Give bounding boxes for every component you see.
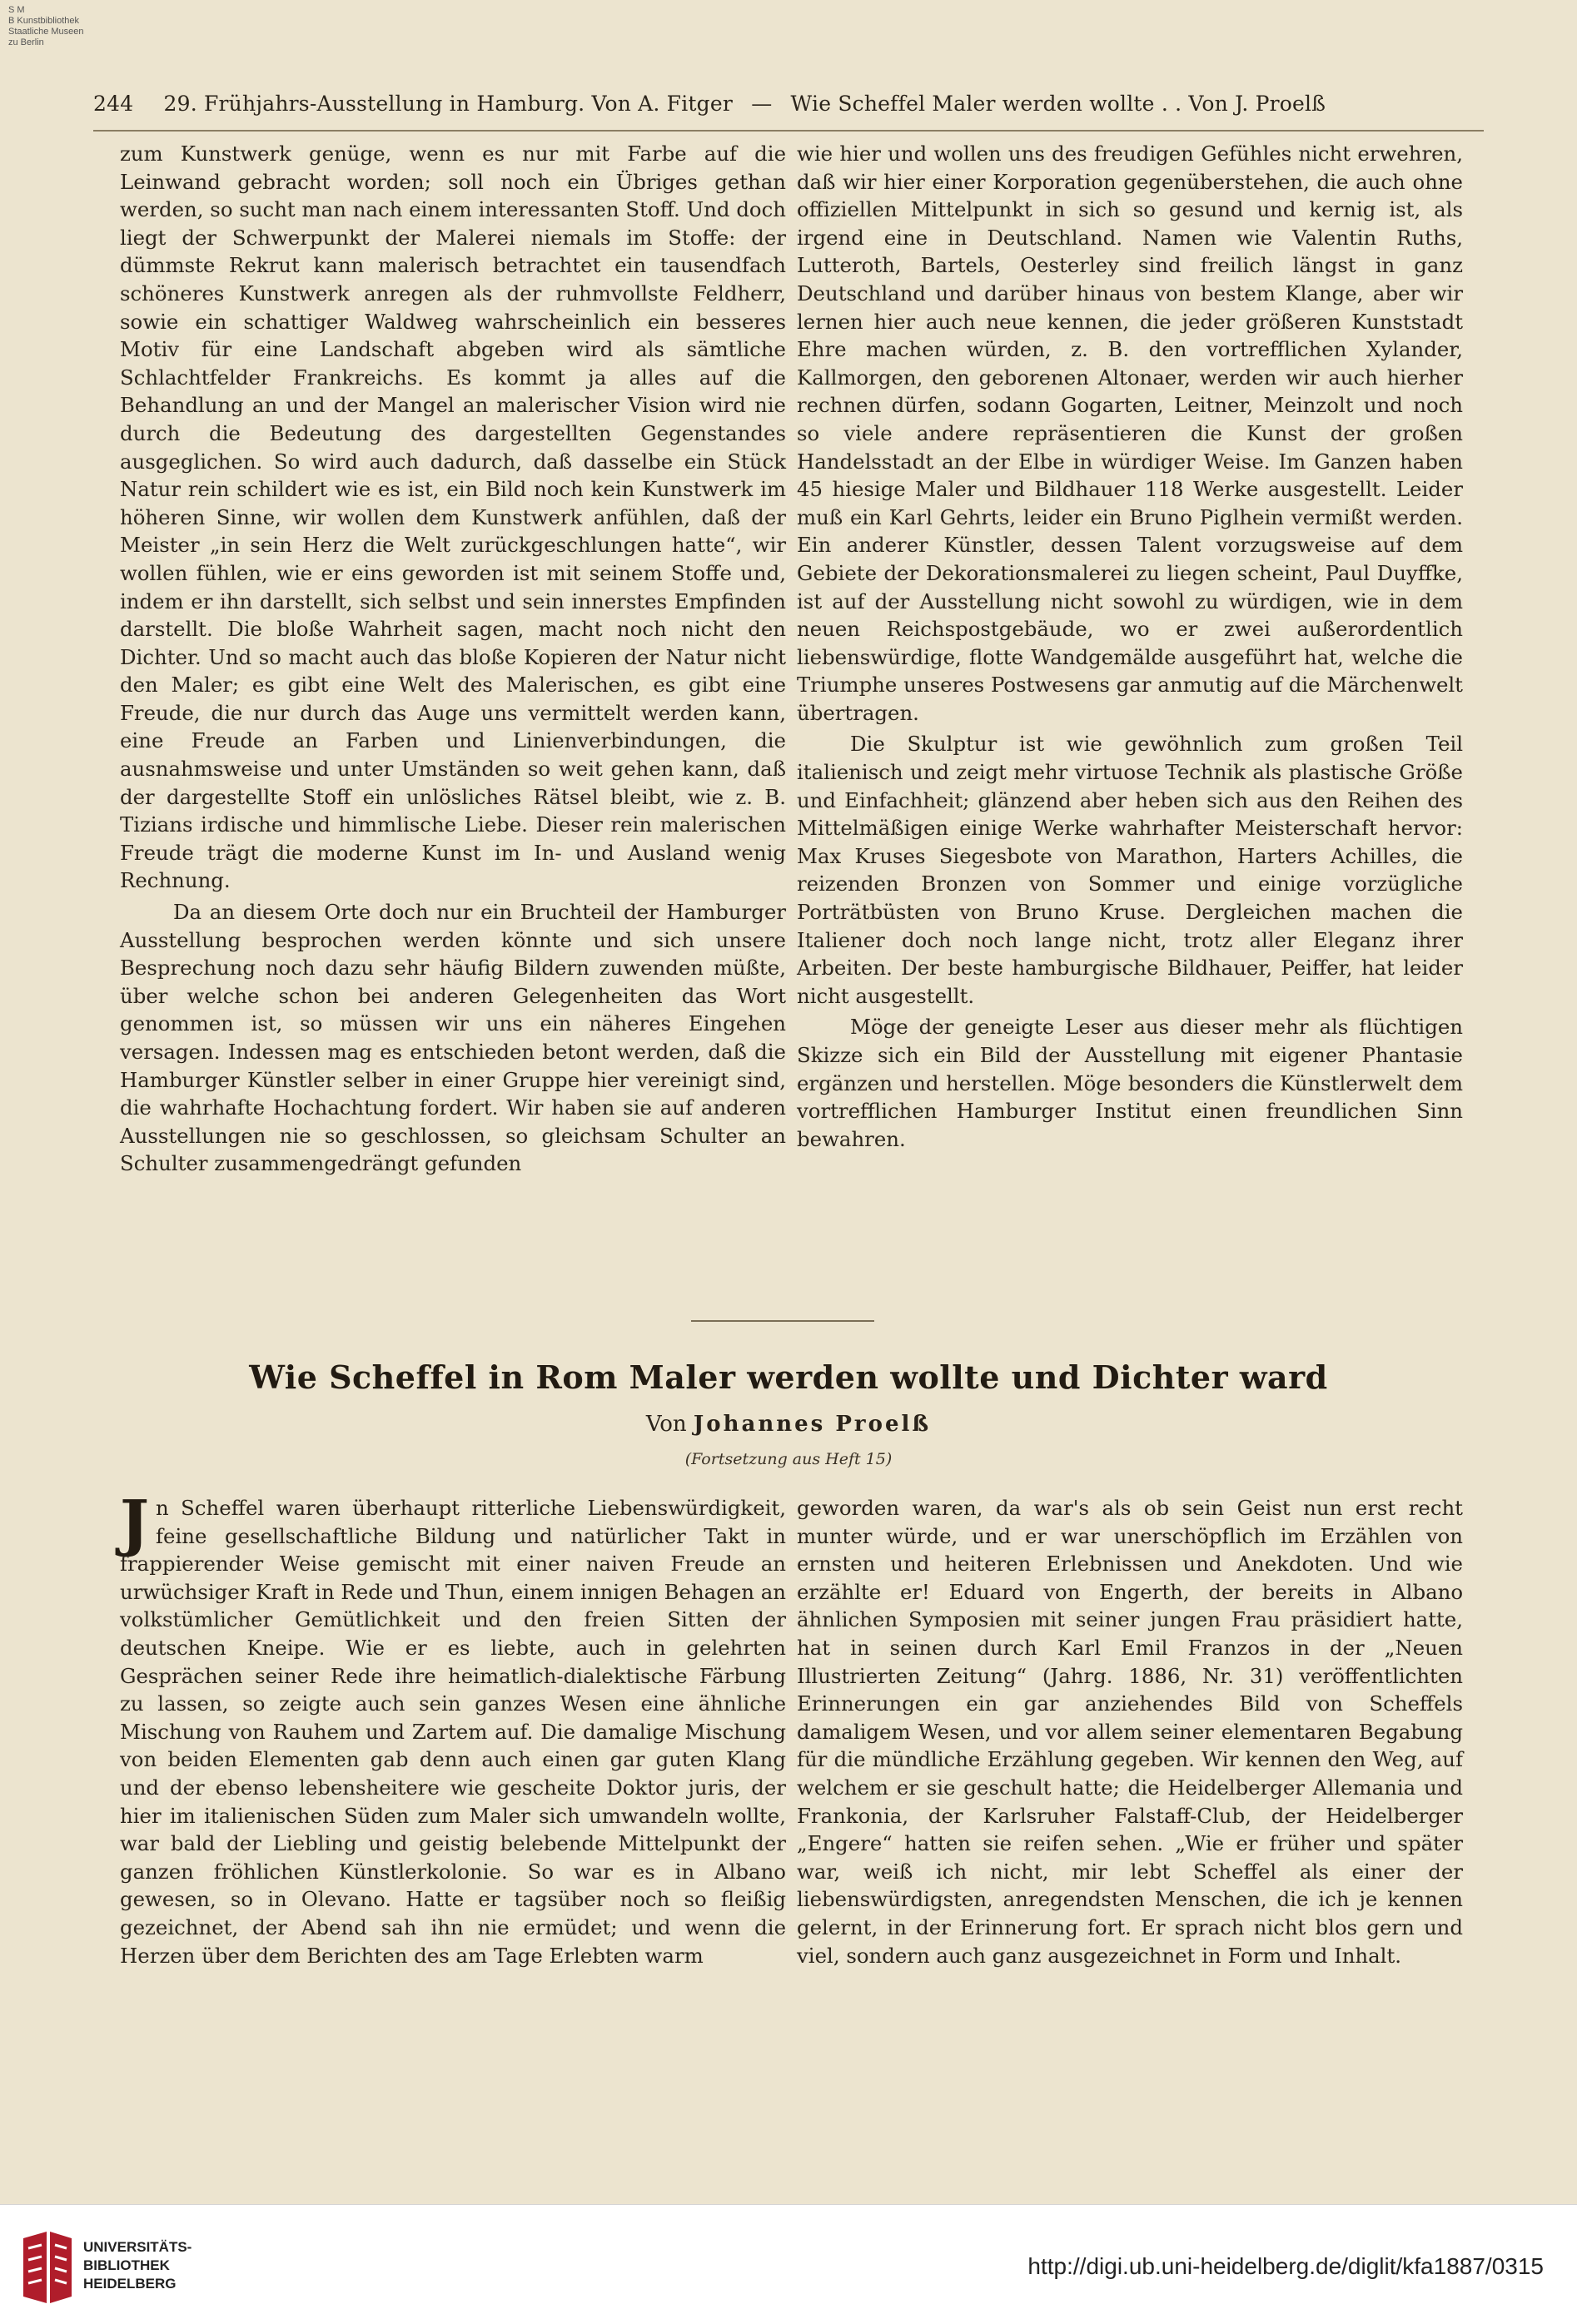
article-title: Wie Scheffel in Rom Maler werden wollte und Dichter ward xyxy=(249,1358,1328,1396)
footer-bar xyxy=(0,2204,1577,2324)
logo-line: UNIVERSITÄTS- xyxy=(83,2239,192,2255)
running-head-left-title: 29. Frühjahrs-Ausstellung in Hamburg. Von A. Fitger xyxy=(163,92,734,116)
logo-line: BIBLIOTHEK xyxy=(83,2257,170,2273)
paragraph: geworden waren, da war's als ob sein Geist nun erst recht munter würde, und er war unerschöpflich im Erzählen von ernsten und heiteren Erlebnissen und Anekdoten. Und wie erzählte er! Eduard von Engerth, der bereits in Albano ähnlichen Symposien mit seiner jungen Frau präsidiert hatte, hat in seinen durch Karl Emil Franzos in der „Neuen Illustrierten Zeitung“ (Jahrg. 1886, Nr. 31) veröffentlichten Erinnerungen ein gar anziehendes Bild von Scheffels damaligem Wesen, und vor allem seiner elementaren Begabung für die mündliche Erzählung gegeben. Wir kennen den Weg, auf welchem er sie geschult hatte; die Heidelberger Allemania und Frankonia, der Karlsruher Falstaff-Club, der Heidelberger „Engere“ hatten sie reifen sehen. „Wie er früher und später war, weiß ich nicht, mir lebt Scheffel als einer der liebenswürdigsten, anregendsten Menschen, die ich je kennen gelernt, in der Erinnerung fort. Er sprach nicht blos gern und viel, sondern auch ganz ausgezeichnet in Form und Inhalt. xyxy=(797,1496,1463,1968)
section-divider xyxy=(691,1320,874,1322)
stamp-line: B Kunstbibliothek xyxy=(8,16,79,26)
paragraph: Möge der geneigte Leser aus dieser mehr als flüchtigen Skizze sich ein Bild der Ausstellung mit eigener Phantasie ergänzen und herstellen. Möge besonders die Künstlerwelt dem vortrefflichen Hamburger Institut einen freundlichen Sinn bewahren. xyxy=(797,1015,1463,1151)
top-right-column xyxy=(797,140,1463,1153)
university-logo-icon xyxy=(18,2230,77,2305)
page-number: 244 xyxy=(93,92,134,116)
stamp-line: zu Berlin xyxy=(8,37,44,47)
byline-prefix: Von xyxy=(645,1412,687,1437)
drop-cap: J xyxy=(120,1487,150,1559)
continuation-note: (Fortsetzung aus Heft 15) xyxy=(684,1450,893,1468)
permalink-url[interactable]: http://digi.ub.uni-heidelberg.de/diglit/kfa1887/0315 xyxy=(1027,2253,1544,2279)
byline xyxy=(0,1412,1577,1437)
paragraph xyxy=(120,1487,786,1969)
paragraph: Die Skulptur ist wie gewöhnlich zum großen Teil italienisch und zeigt mehr virtuose Technik als plastische Größe und Einfachheit; glänzend aber heben sich aus den Reihen des Mittelmäßigen einige Werke wahrhafter Meisterschaft hervor: Max Kruses Siegesbote von Marathon, Harters Achilles, die reizenden Bronzen von Sommer und einige vorzügliche Porträtbüsten von Bruno Kruse. Dergleichen machen die Italiener doch noch lange nicht, trotz aller Eleganz ihrer Arbeiten. Der beste hamburgische Bildhauer, Peiffer, hat leider nicht ausgestellt. xyxy=(797,732,1463,1008)
stamp-line: Staatliche Museen xyxy=(8,27,84,37)
article-right-column xyxy=(797,1494,1463,1969)
paragraph: Da an diesem Orte doch nur ein Bruchteil der Hamburger Ausstellung besprochen werden könnte und sich unsere Besprechung noch dazu sehr häufig Bildern zuwenden müßte, über welche schon bei anderen Gelegenheiten das Wort genommen ist, so müssen wir uns ein näheres Eingehen versagen. Indessen mag es entschieden betont werden, daß die Hamburger Künstler selber in einer Gruppe hier vereinigt sind, die wahrhafte Hochachtung fordert. Wir haben sie auf anderen Ausstellungen nie so geschlossen, so gleichsam Schulter an Schulter zusammengedrängt gefunden xyxy=(120,900,786,1176)
logo-line: HEIDELBERG xyxy=(83,2276,177,2292)
article-left-column xyxy=(120,1487,786,1969)
stamp-line: S M xyxy=(8,5,25,15)
top-left-column xyxy=(120,140,786,1178)
running-head-right-title: Wie Scheffel Maler werden wollte . . Von J. Proelß xyxy=(790,92,1326,116)
running-head: 244 29. Frühjahrs-Ausstellung in Hamburg. Von A. Fitger — Wie Scheffel Maler werden wollte . . Von J. Proelß xyxy=(93,92,1326,116)
author-name: Johannes Proelß xyxy=(693,1412,932,1437)
header-rule xyxy=(93,130,1484,132)
university-logo-text xyxy=(83,2238,192,2293)
paragraph: wie hier und wollen uns des freudigen Gefühles nicht erwehren, daß wir hier einer Korporation gegenüberstehen, die auch ohne offiziellen Mittelpunkt in sich so gesund und kernig ist, als irgend eine in Deutschland. Namen wie Valentin Ruths, Lutteroth, Bartels, Oesterley sind freilich längst in ganz Deutschland und darüber hinaus von bestem Klange, aber wir lernen hier auch neue kennen, die jeder größeren Kunststadt Ehre machen würden, z. B. den vortrefflichen Xylander, Kallmorgen, den geborenen Altonaer, werden wir auch hierher rechnen dürfen, sodann Gogarten, Leitner, Meinzolt und noch so viele andere repräsentieren die Kunst der großen Handelsstadt an der Elbe in würdiger Weise. Im Ganzen haben 45 hiesige Maler und Bildhauer 118 Werke ausgestellt. Leider muß ein Karl Gehrts, leider ein Bruno Piglhein vermißt werden. Ein anderer Künstler, dessen Talent vorzugsweise auf dem Gebiete der Dekorationsmalerei zu liegen scheint, Paul Duyffke, ist auf der Ausstellung nicht sowohl zu würdigen, wie in dem neuen Reichspostgebäude, wo er zwei außerordentlich liebenswürdige, flotte Wandgemälde ausgeführt hat, welche die Triumphe unseres Postwesens gar anmutig auf die Märchenwelt übertragen. xyxy=(797,142,1463,725)
library-stamp xyxy=(8,5,84,48)
paragraph: zum Kunstwerk genüge, wenn es nur mit Farbe auf die Leinwand gebracht worden; soll noch ein Übriges gethan werden, so sucht man nach einem interessanten Stoff. Und doch liegt der Schwerpunkt der Malerei niemals im Stoffe: der dümmste Rekrut kann malerisch betrachtet ein tausendfach schöneres Kunstwerk anregen als der ruhmvollste Feldherr, sowie ein schattiger Waldweg wahrscheinlich ein besseres Motiv für eine Landschaft abgeben wird als sämtliche Schlachtfelder Frankreichs. Es kommt ja alles auf die Behandlung an und der Mangel an malerischer Vision wird nie durch die Bedeutung des dargestellten Gegenstandes ausgeglichen. So wird auch dadurch, daß dasselbe ein Stück Natur rein schildert wie es ist, ein Bild noch kein Kunstwerk im höheren Sinne, wir wollen dem Kunstwerk anfühlen, daß der Meister „in sein Herz die Welt zurückgeschlungen hatte“, wir wollen fühlen, wie er eins geworden ist mit seinem Stoffe und, indem er ihn darstellt, sich selbst und sein innerstes Empfinden darstellt. Die bloße Wahrheit sagen, macht noch nicht den Dichter. Und so macht auch das bloße Kopieren der Natur nicht den Maler; es gibt eine Welt des Malerischen, es gibt eine Freude, die nur durch das Auge uns vermittelt werden kann, eine Freude an Farben und Linienverbindungen, die ausnahmsweise und unter Umständen so weit gehen kann, daß der dargestellte Stoff ein unlösliches Rätsel bleibt, wie z. B. Tizians irdische und himmlische Liebe. Dieser rein malerischen Freude trägt die moderne Kunst im In- und Ausland wenig Rechnung. xyxy=(120,142,786,893)
paragraph-text: n Scheffel waren überhaupt ritterliche Liebenswürdigkeit, feine gesellschaftliche Bildung und natürlicher Takt in frappierender Weise gemischt mit einer naiven Freude an urwüchsiger Kraft in Rede und Thun, einem innigen Behagen an volkstümlicher Gemütlichkeit und den freien Sitten der deutschen Kneipe. Wie er es liebte, auch in gelehrten Gesprächen seiner Rede ihre heimatlich-dialektische Färbung zu lassen, so zeigte auch sein ganzes Wesen eine ähnliche Mischung von Rauhem und Zartem auf. Die damalige Mischung von beiden Elementen gab denn auch einen gar guten Klang und der ebenso lebensheitere wie gescheite Doktor juris, der hier im italienischen Süden zum Maler sich umwandeln wollte, war bald der Liebling und geistig belebende Mittelpunkt der ganzen fröhlichen Künstlerkolonie. So war es in Albano gewesen, so in Olevano. Hatte er tagsüber noch so fleißig gezeichnet, der Abend sah ihn nie ermüdet; und wenn die Herzen über dem Berichten des am Tage Erlebten warm xyxy=(120,1496,786,1968)
